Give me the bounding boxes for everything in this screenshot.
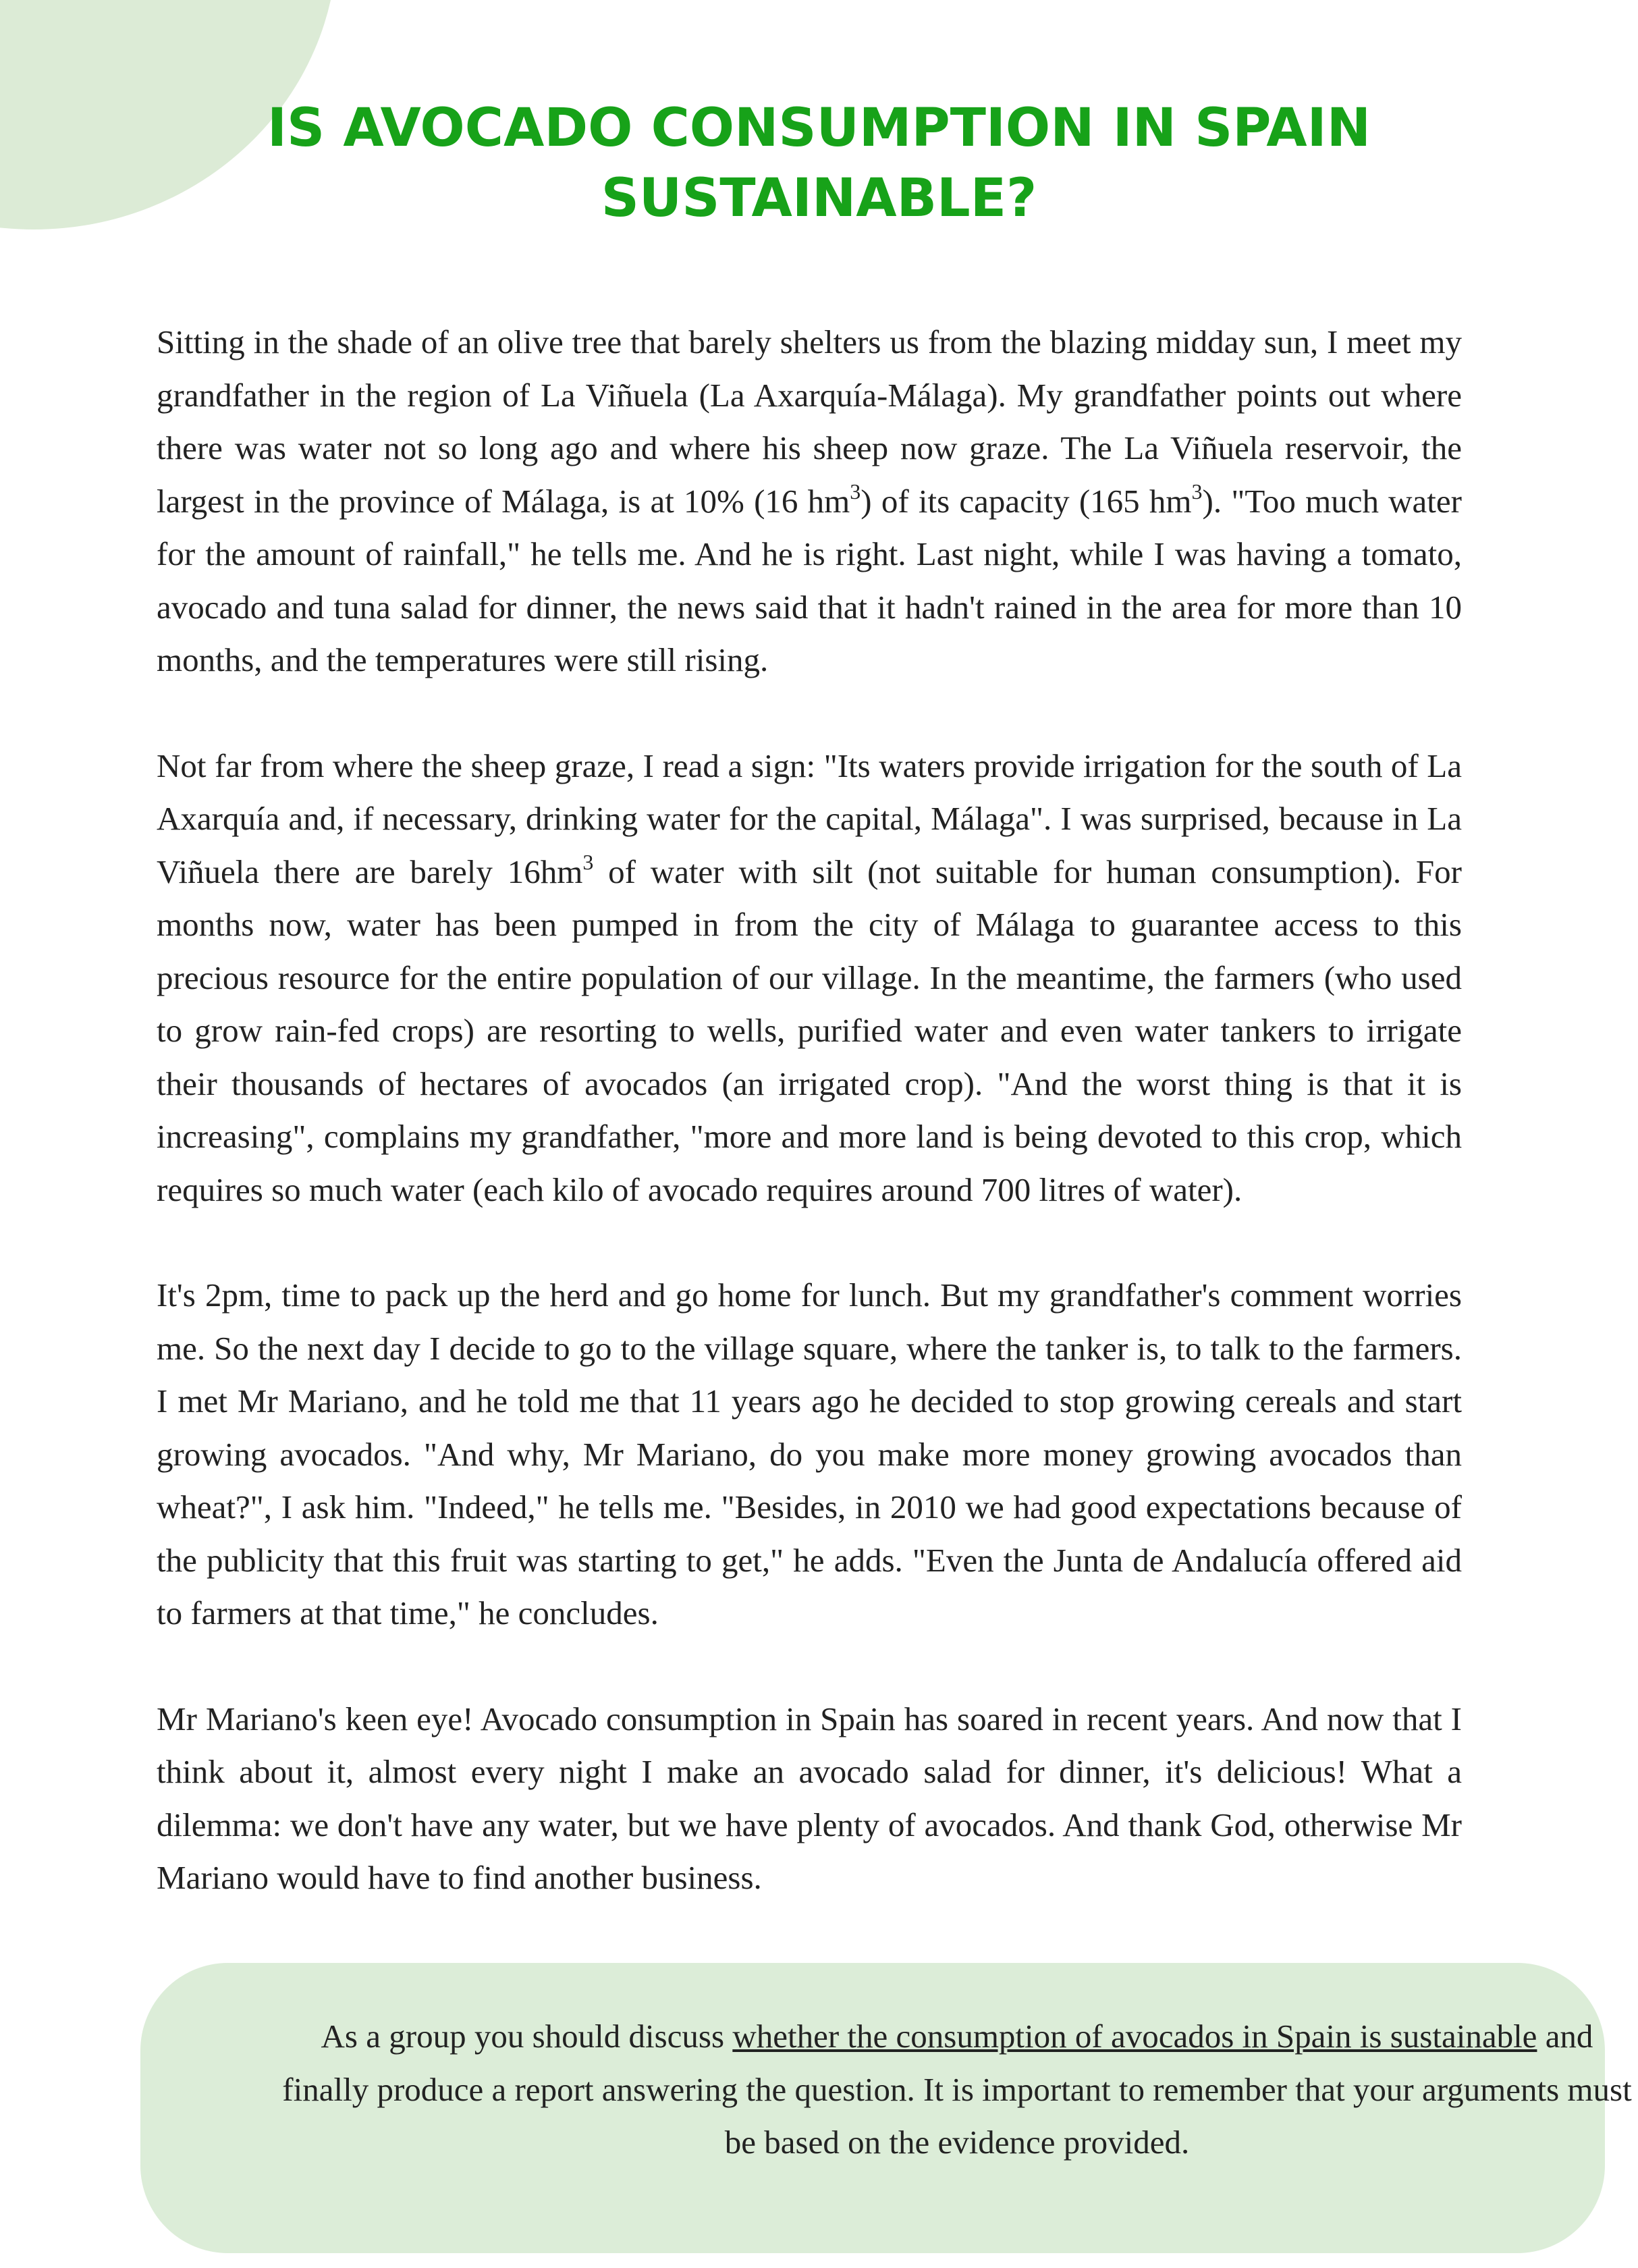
paragraph-2: [157, 740, 1462, 1217]
paragraph-3: It's 2pm, time to pack up the herd and go home for lunch. But my grandfather's comment worries me. So the next day I decide to go to the village square, where the tanker is, to talk to the farmers. I met Mr Mariano, and he told me that 11 years ago he decided to stop growing cereals and start growing avocados. "And why, Mr Mariano, do you make more money growing avocados than wheat?", I ask him. "Indeed," he tells me. "Besides, in 2010 we had good expectations because of the publicity that this fruit was starting to get," he adds. "Even the Junta de Andalucía offered aid to farmers at that time," he concludes.: [157, 1276, 1462, 1631]
superscript: 3: [850, 479, 861, 504]
page-title: [0, 93, 1638, 234]
title-line-2: SUSTAINABLE?: [601, 168, 1037, 229]
task-box: [140, 1963, 1632, 2253]
paragraph-2-part-b: of water with silt (not suitable for human consumption). For months now, water has been pumped in from the city of Málaga to guarantee access to this precious resource for the entire population of our village. In the meantime, the farmers (who used to grow rain-fed crops) are resorting to wells, purified water and even water tankers to irrigate their thousands of hectares of avocados (an irrigated crop). "And the worst thing is that it is increasing", complains my grandfather, "more and more land is being devoted to this crop, which requires so much water (each kilo of avocado requires around 700 litres of water).: [157, 853, 1462, 1208]
paragraph-2-part-a: Not far from where the sheep graze, I read a sign: "Its waters provide irrigation for the south of La Axarquía and, if necessary, drinking water for the capital, Málaga". I was surprised, because in La Viñuela there are barely 16hm: [157, 747, 1462, 890]
task-text: [282, 2010, 1632, 2169]
article-body: [157, 316, 1462, 1958]
superscript: 3: [1191, 479, 1203, 504]
paragraph-1: [157, 316, 1462, 687]
task-underlined-question: whether the consumption of avocados in Spain is sustainable: [732, 2018, 1537, 2055]
task-suffix: and finally produce a report answering the question. It is important to remember that your arguments must be based on the evidence provided.: [282, 2018, 1632, 2161]
paragraph-1-part-c: ). "Too much water for the amount of rainfall," he tells me. And he is right. Last night, while I was having a tomato, avocado and tuna salad for dinner, the news said that it hadn't rained in the area for more than 10 months, and the temperatures were still rising.: [157, 482, 1462, 678]
task-prefix: As a group you should discuss: [321, 2018, 733, 2055]
title-line-1: IS AVOCADO CONSUMPTION IN SPAIN: [267, 98, 1371, 159]
paragraph-1-part-a: Sitting in the shade of an olive tree that barely shelters us from the blazing midday sun, I meet my grandfather in the region of La Viñuela (La Axarquía-Málaga). My grandfather points out where there was water not so long ago and where his sheep now graze. The La Viñuela reservoir, the largest in the province of Málaga, is at 10% (16 hm: [157, 323, 1462, 520]
superscript: 3: [582, 849, 594, 874]
paragraph-4: Mr Mariano's keen eye! Avocado consumption in Spain has soared in recent years. And now that I think about it, almost every night I make an avocado salad for dinner, it's delicious! What a dilemma: we don't have any water, but we have plenty of avocados. And thank God, otherwise Mr Mariano would have to find another business.: [157, 1700, 1462, 1896]
paragraph-1-part-b: ) of its capacity (165 hm: [861, 482, 1192, 520]
